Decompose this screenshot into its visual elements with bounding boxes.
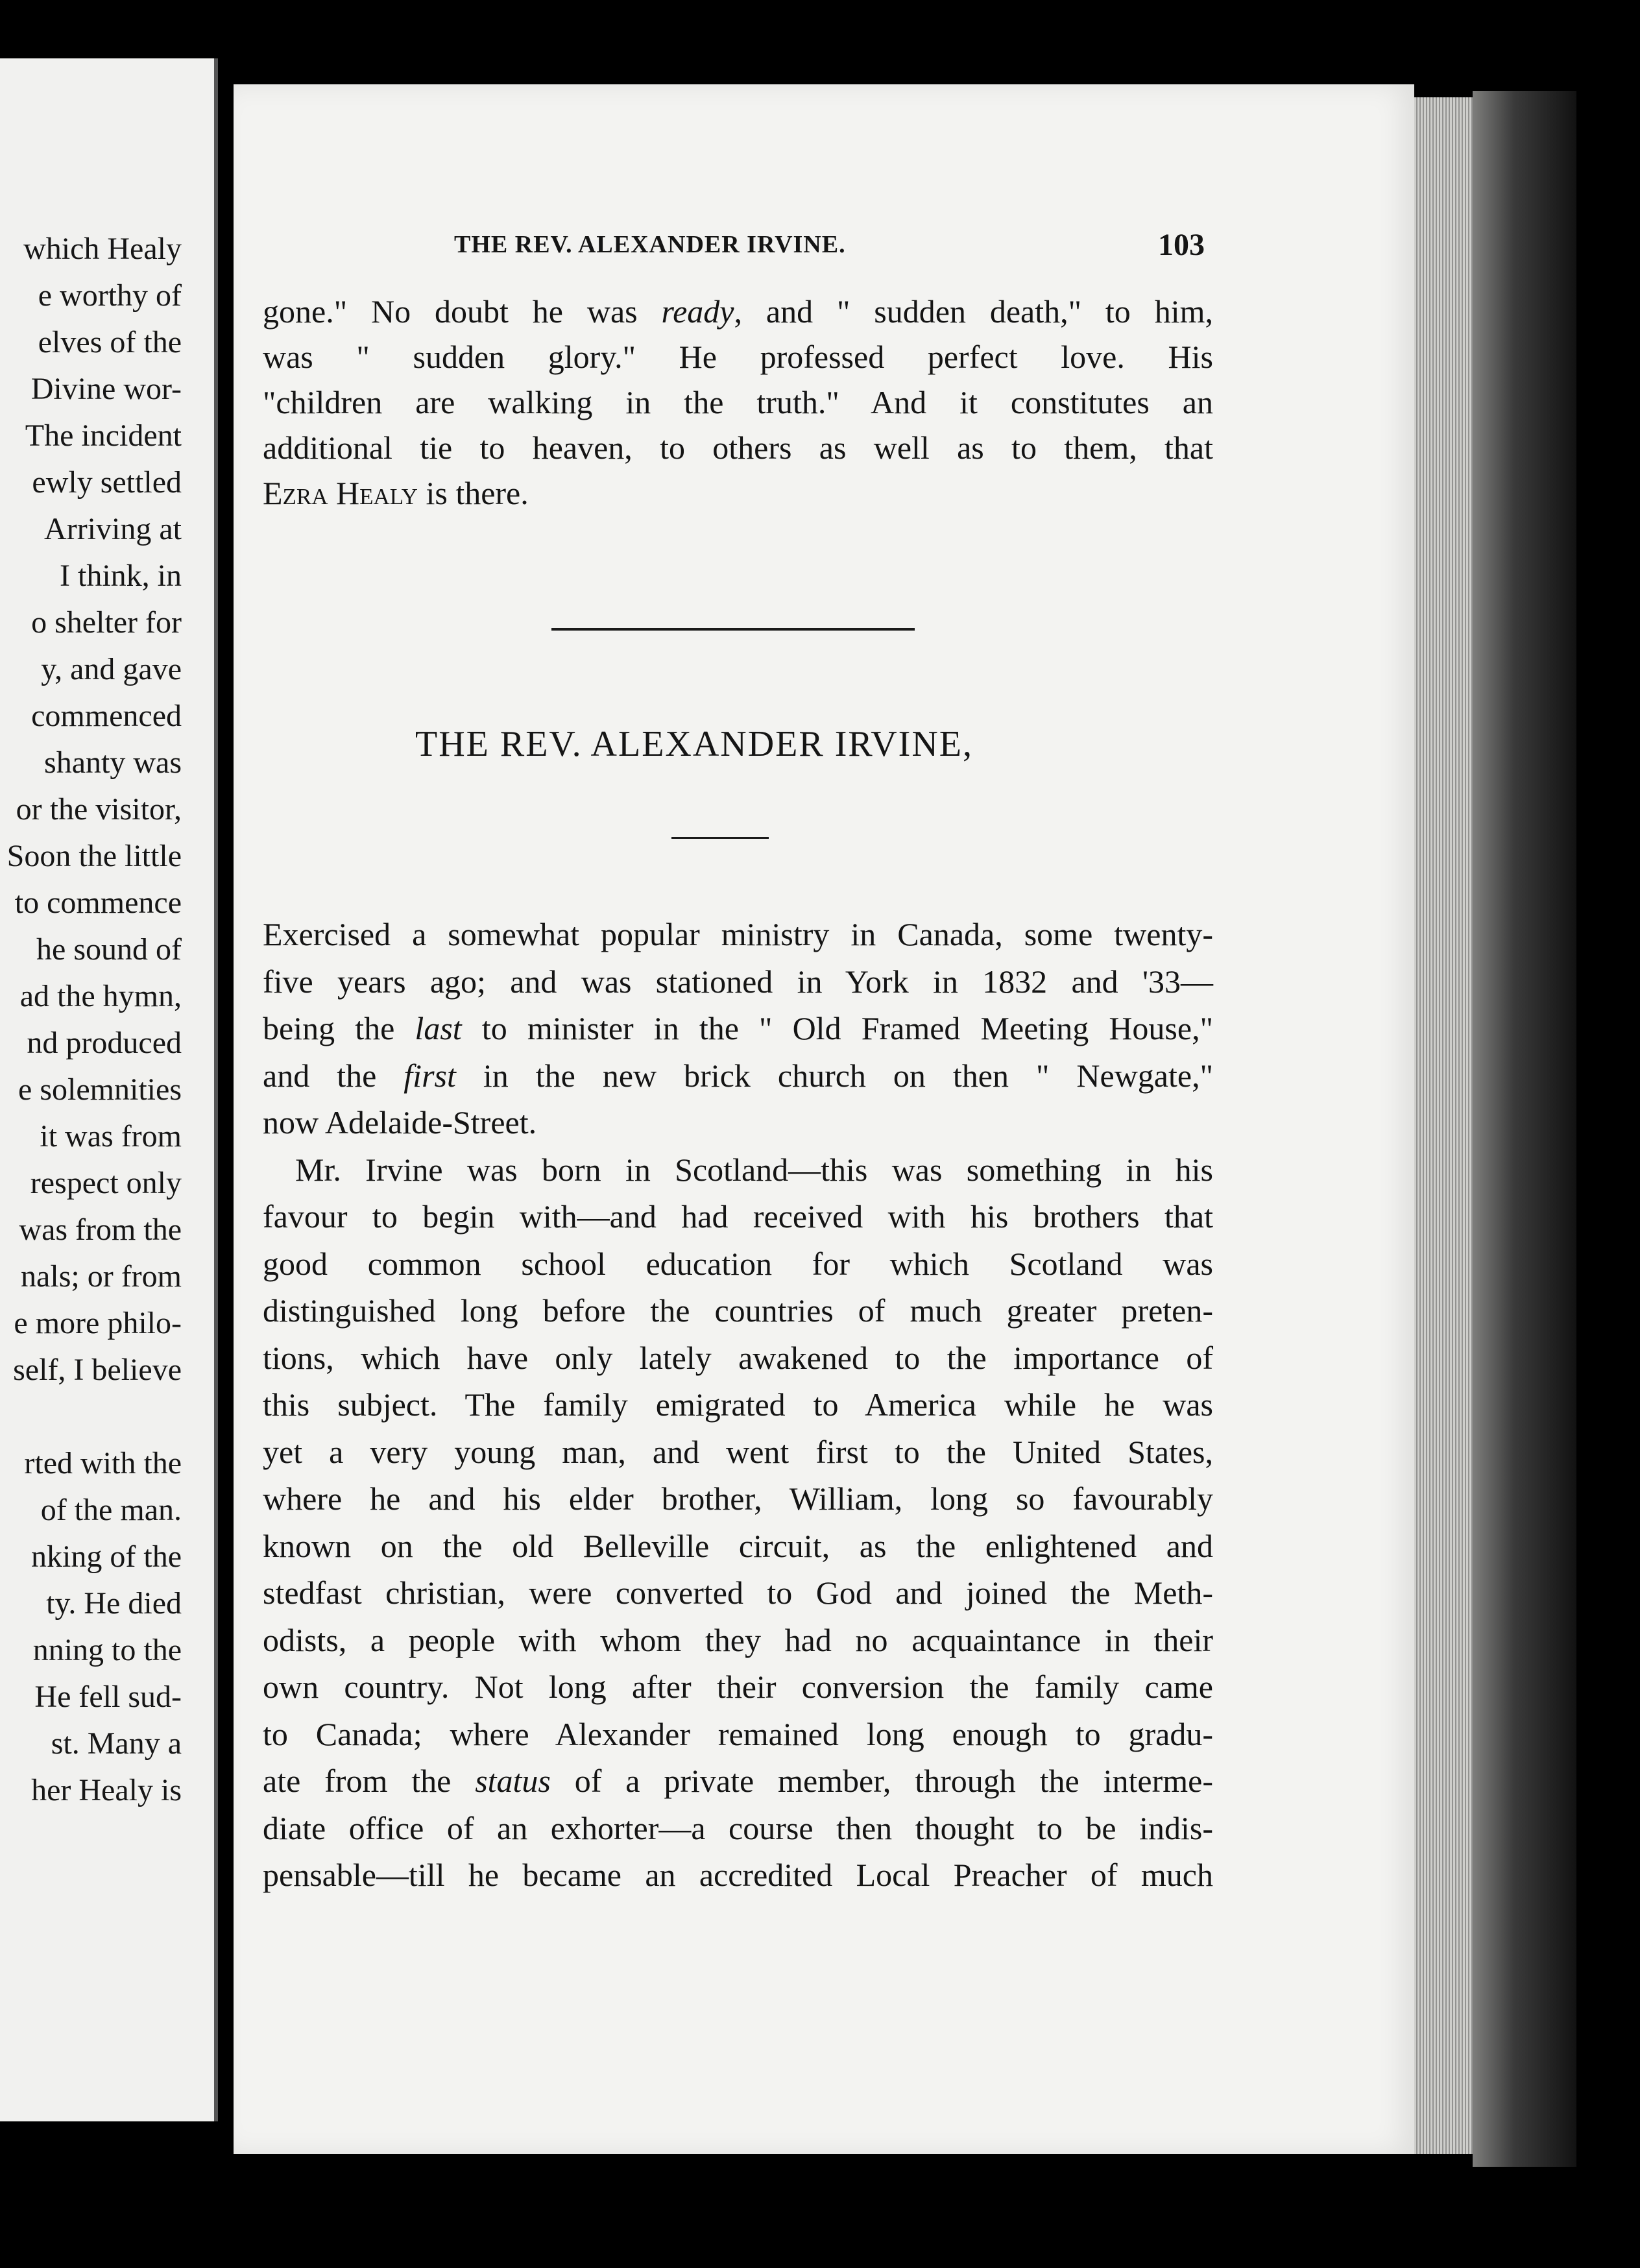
- previous-page-line: was from the: [19, 1212, 182, 1247]
- text-segment: of a private member, through the interme-: [550, 1763, 1213, 1799]
- text-segment: is there.: [417, 475, 529, 511]
- body-line: [263, 1530, 1213, 1562]
- body-line: [263, 1106, 1213, 1139]
- heading-underline-rule: [671, 837, 769, 839]
- body-line: [263, 1388, 1213, 1421]
- text-segment: and the: [263, 1057, 404, 1094]
- section-heading: THE REV. ALEXANDER IRVINE,: [415, 724, 973, 764]
- previous-page-line: elves of the: [38, 325, 182, 359]
- text-segment: now Adelaide-Street.: [263, 1104, 537, 1140]
- paragraph-line: [263, 295, 1213, 328]
- previous-page-line: y, and gave: [41, 652, 182, 686]
- emphasized-text: last: [415, 1010, 462, 1046]
- previous-page-line: nals; or from: [21, 1259, 182, 1294]
- text-segment: good common school education for which Scotland was: [263, 1246, 1213, 1282]
- emphasized-text: status: [475, 1763, 551, 1799]
- text-segment: gone." No doubt he was: [263, 293, 662, 330]
- previous-page-edge: [0, 58, 218, 2121]
- previous-page-line: her Healy is: [31, 1773, 182, 1807]
- previous-page-line: or the visitor,: [16, 792, 182, 826]
- text-segment: ate from the: [263, 1763, 476, 1799]
- body-line: [263, 965, 1213, 998]
- paragraph-line: [263, 341, 1213, 373]
- previous-page-line: ewly settled: [32, 465, 182, 500]
- text-segment: diate office of an exhorter—a course then thought to be indis-: [263, 1810, 1213, 1846]
- text-segment: odists, a people with whom they had no acquaintance in their: [263, 1622, 1213, 1658]
- previous-page-line: which Healy: [23, 232, 182, 266]
- previous-page-line: of the man.: [40, 1493, 182, 1527]
- text-segment: in the new brick church on then " Newgate,": [455, 1057, 1213, 1094]
- body-line: [263, 918, 1213, 950]
- text-segment: where he and his elder brother, William, long so favourably: [263, 1480, 1213, 1517]
- previous-page-line: nning to the: [32, 1633, 182, 1667]
- previous-page-line: self, I believe: [13, 1353, 182, 1387]
- body-line: [263, 1248, 1213, 1280]
- text-segment: being the: [263, 1010, 415, 1046]
- previous-page-line: ad the hymn,: [19, 979, 182, 1013]
- paragraph-line: [263, 431, 1213, 464]
- previous-page-line: o shelter for: [31, 605, 182, 640]
- body-line: [263, 1671, 1213, 1703]
- previous-page-line: I think, in: [60, 559, 182, 593]
- emphasized-text: Ezra Healy: [263, 475, 418, 511]
- body-line: [263, 1059, 1213, 1092]
- emphasized-text: ready: [661, 293, 734, 330]
- body-line: [263, 1718, 1213, 1750]
- text-segment: five years ago; and was stationed in York in 1832 and '33—: [263, 963, 1213, 1000]
- section-divider-rule: [551, 628, 915, 631]
- previous-page-line: nd produced: [27, 1026, 182, 1060]
- body-line: [263, 1153, 1213, 1186]
- previous-page-line: e worthy of: [38, 278, 182, 313]
- body-line: [263, 1482, 1213, 1515]
- text-segment: Mr. Irvine was born in Scotland—this was something in his: [295, 1152, 1213, 1188]
- previous-page-line: nking of the: [31, 1539, 182, 1574]
- body-line: [263, 1765, 1213, 1797]
- previous-page-line: Divine wor-: [30, 372, 182, 406]
- text-segment: was " sudden glory." He professed perfect love. His: [263, 339, 1213, 375]
- text-segment: distinguished long before the countries of much greater preten-: [263, 1292, 1213, 1329]
- previous-page-line: rted with the: [24, 1446, 182, 1480]
- previous-page-line: it was from: [40, 1119, 182, 1153]
- text-segment: additional tie to heaven, to others as well as to them, that: [263, 429, 1213, 466]
- previous-page-line: he sound of: [36, 932, 182, 967]
- text-segment: to minister in the " Old Framed Meeting House,": [461, 1010, 1213, 1046]
- previous-page-line: e more philo-: [14, 1306, 182, 1340]
- text-segment: tions, which have only lately awakened to the importance of: [263, 1340, 1213, 1376]
- emphasized-text: first: [404, 1057, 456, 1094]
- text-segment: , and " sudden death," to him,: [734, 293, 1213, 330]
- body-line: [263, 1812, 1213, 1844]
- body-line: [263, 1576, 1213, 1609]
- book-spine-shadow: [1473, 91, 1576, 2167]
- previous-page-line: Arriving at: [44, 512, 182, 546]
- body-line: [263, 1342, 1213, 1374]
- previous-page-line: respect only: [30, 1166, 182, 1200]
- body-line: [263, 1294, 1213, 1327]
- previous-page-line: to commence: [14, 886, 182, 920]
- previous-page-line: Soon the little: [6, 839, 182, 873]
- text-segment: yet a very young man, and went first to the United States,: [263, 1434, 1213, 1470]
- previous-page-line: ty. He died: [46, 1586, 182, 1621]
- previous-page-line: He fell sud-: [34, 1680, 182, 1714]
- paragraph-line: [263, 386, 1213, 418]
- text-segment: own country. Not long after their conversion the family came: [263, 1669, 1213, 1705]
- text-segment: stedfast christian, were converted to God and joined the Meth-: [263, 1574, 1213, 1611]
- body-line: [263, 1200, 1213, 1233]
- previous-page-line: shanty was: [44, 745, 182, 780]
- body-line: [263, 1624, 1213, 1656]
- text-segment: known on the old Belleville circuit, as the enlightened and: [263, 1528, 1213, 1564]
- text-segment: favour to begin with—and had received with his brothers that: [263, 1198, 1213, 1235]
- previous-page-line: The incident: [25, 418, 182, 453]
- body-line: [263, 1859, 1213, 1891]
- text-segment: "children are walking in the truth." And it constitutes an: [263, 384, 1213, 420]
- body-line: [263, 1436, 1213, 1468]
- paragraph-line: [263, 477, 1213, 509]
- previous-page-line: st. Many a: [51, 1726, 182, 1761]
- text-segment: Exercised a somewhat popular ministry in Canada, some twenty-: [263, 916, 1213, 952]
- body-line: [263, 1012, 1213, 1044]
- text-segment: pensable—till he became an accredited Local Preacher of much: [263, 1857, 1213, 1893]
- previous-page-line: e solemnities: [18, 1072, 182, 1107]
- text-segment: this subject. The family emigrated to America while he was: [263, 1386, 1213, 1423]
- page-number: 103: [1158, 228, 1205, 262]
- running-head-title: THE REV. ALEXANDER IRVINE.: [454, 231, 846, 258]
- text-segment: to Canada; where Alexander remained long enough to gradu-: [263, 1716, 1213, 1752]
- previous-page-line: commenced: [31, 699, 182, 733]
